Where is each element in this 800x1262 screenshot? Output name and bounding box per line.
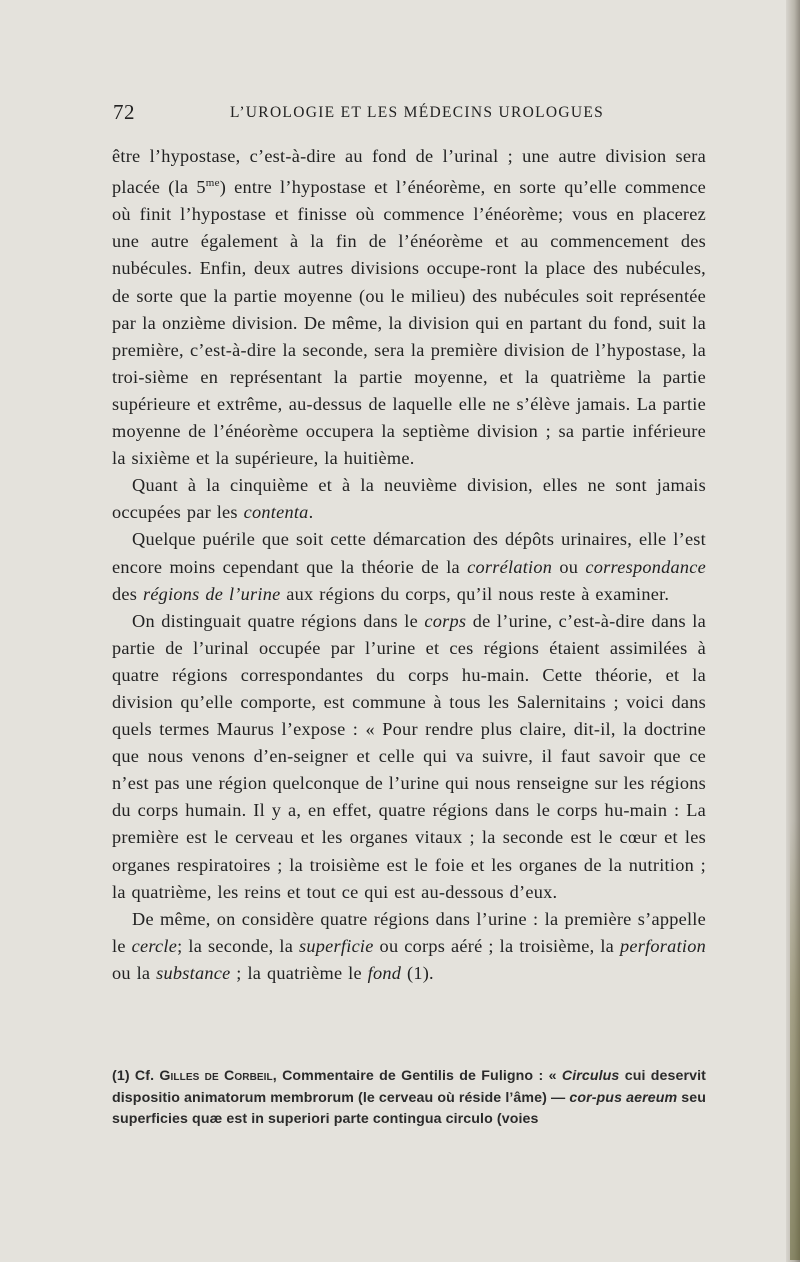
page-number: 72 [113,100,135,124]
paragraph-4 [112,608,706,906]
running-title: L’UROLOGIE ET LES MÉDECINS UROLOGUES [230,104,605,121]
italic-term: cercle [131,935,178,956]
text-run: . [308,502,314,523]
italic-term: superficie [299,935,374,956]
italic-term: Circulus [561,1068,620,1084]
italic-term: corrélation [467,556,553,577]
paragraph-3 [112,526,706,607]
italic-term: correspondance [585,556,707,577]
text-run: ou la [112,962,157,983]
page-stain [790,820,800,1260]
italic-term: substance [156,962,231,983]
footnote-ref: (1). [401,962,434,983]
italic-term: fond [367,962,402,983]
italic-term: perforation [619,935,707,956]
text-run: ) entre l’hypostase et l’énéorème, en sorte qu’elle commence où finit l’hypostase et finisse où commence l’énéorème; vous en placerez une autre également à la fin de l’énéorème et au commencement des nubécules. Enfin, deux autres divisions occupe-ront la place des nubécules, de sorte que la partie moyenne (ou le milieu) des nubécules soit représentée par la onzième division. De même, la division qui en partant du fond, suit la première, c’est-à-dire la seconde, sera la première division de l’hypostase, la troi-sième en représentant la partie moyenne, et la quatrième la partie supérieure et extrême, au-dessus de laquelle elle ne s’élève jamais. La partie moyenne de l’énéorème occupera la septième division ; sa partie inférieure la sixième et la supérieure, la huitième. [112,177,706,469]
text-run: (1) Cf. [112,1068,160,1084]
text-run: ; la quatrième le [230,962,368,983]
italic-term: contenta [243,502,309,523]
text-run: Quelque puérile que soit cette démarcation des dépôts urinaires, elle l’est encore moins cependant que la théorie de la [112,529,706,577]
paragraph-2 [112,472,706,526]
text-run: ; la seconde, la [177,935,300,956]
italic-term: régions de l’urine [142,583,281,604]
italic-term: corps [424,610,467,631]
body-text [112,143,706,987]
text-run: être l’hypostase, c’est-à-dire au fond de l’urinal ; une autre division sera placée (la 5 [112,146,706,198]
superscript: me [205,177,220,190]
text-run: ou [552,556,586,577]
text-run: On distinguait quatre régions dans le [132,610,425,631]
text-run: cui deservit dispositio animatorum membrorum (le cerveau où réside l’âme) — [112,1068,706,1106]
text-run: des [112,583,143,604]
page-header [113,100,713,130]
italic-term: cor-pus aereum [569,1089,678,1106]
author-name: Gilles de Corbeil [159,1068,273,1084]
text-run: , Commentaire de Gentilis de Fuligno : « [272,1068,562,1084]
text-run: Quant à la cinquième et à la neuvième division, elles ne sont jamais occupées par les [112,475,706,523]
paragraph-1 [112,143,706,472]
text-run: seu superficies quæ est in superiori parte contingua circulo (voies [112,1089,707,1127]
footnote [112,1066,706,1131]
text-run: de l’urine, c’est-à-dire dans la partie de l’urinal occupée par l’urine et ces régions étaient assimilées à quatre régions correspondantes du corps hu-main. Cette théorie, et la division qu’elle comporte, est commune à tous les Salernitains ; voici dans quels termes Maurus l’expose : « Pour rendre plus claire, dit-il, la doctrine que nous venons d’en-seigner et celle qui va suivre, il faut savoir que ce n’est pas une région quelconque de l’urine qui nous renseigne sur les régions du corps humain. Il y a, en effet, quatre régions dans le corps hu-main : La première est le cerveau et les organes vitaux ; la seconde est le cœur et les organes respiratoires ; la troisième est le foie et les organes de la nutrition ; la quatrième, les reins et tout ce qui est au-dessous d’eux. [112,610,706,902]
text-run: De même, on considère quatre régions dans l’urine : la première s’appelle le [112,908,706,956]
text-run: ou corps aéré ; la troisième, la [373,935,620,956]
paragraph-5 [112,906,706,987]
text-run: aux régions du corps, qu’il nous reste à examiner. [280,583,670,604]
